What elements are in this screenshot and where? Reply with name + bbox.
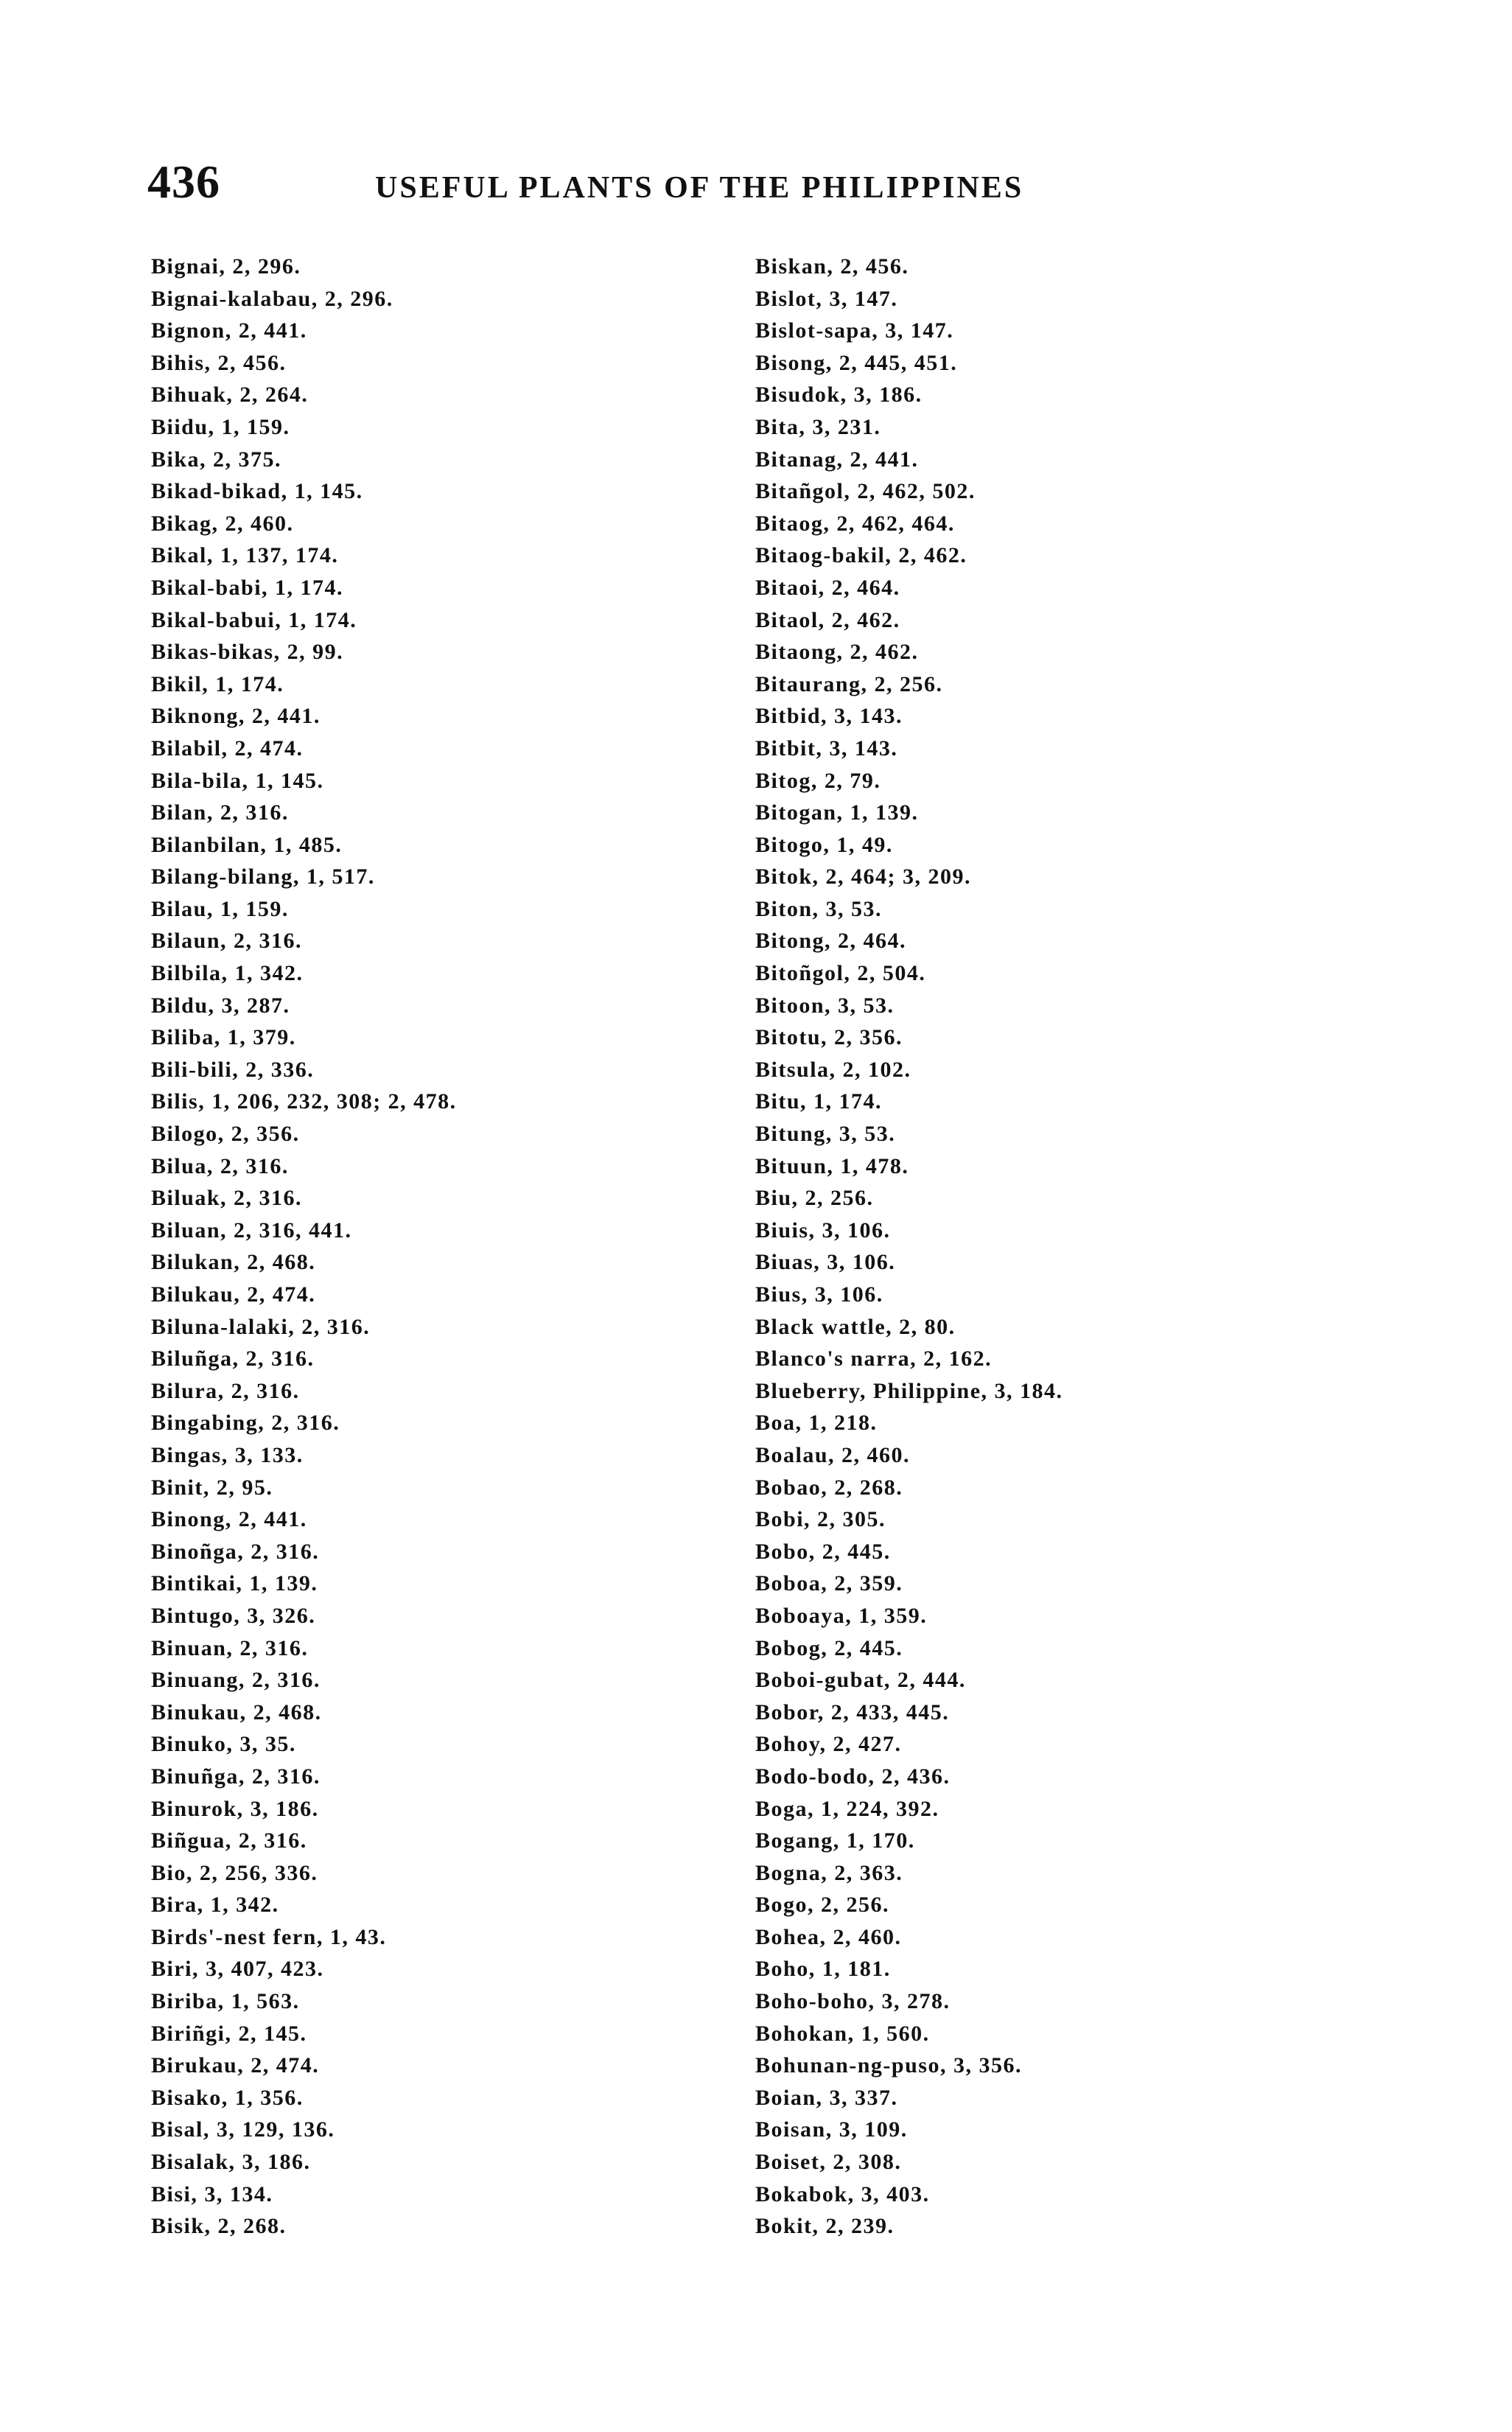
index-entry: Bingas, 3, 133. bbox=[151, 1442, 304, 1467]
index-entry: Blanco's narra, 2, 162. bbox=[755, 1346, 993, 1372]
index-entry: Bobi, 2, 305. bbox=[755, 1507, 886, 1532]
index-entry: Bokabok, 3, 403. bbox=[755, 2181, 930, 2206]
index-entry: Bignai-kalabau, 2, 296. bbox=[151, 286, 393, 311]
index-entry: Bikag, 2, 460. bbox=[151, 511, 294, 536]
index-column-right bbox=[755, 251, 1359, 2243]
index-entry: Bilanbilan, 1, 485. bbox=[151, 832, 343, 857]
index-entry: Bius, 3, 106. bbox=[755, 1282, 883, 1307]
index-entry: Boa, 1, 218. bbox=[755, 1411, 878, 1436]
index-entry: Binuko, 3, 35. bbox=[151, 1732, 296, 1757]
index-entry: Bikad-bikad, 1, 145. bbox=[151, 479, 363, 504]
index-entry: Bildu, 3, 287. bbox=[151, 993, 290, 1018]
index-entry: Bitoñgol, 2, 504. bbox=[755, 961, 926, 986]
index-entry: Bignai, 2, 296. bbox=[151, 254, 301, 279]
index-entry: Biliba, 1, 379. bbox=[151, 1025, 296, 1050]
index-entry: Black wattle, 2, 80. bbox=[755, 1314, 956, 1339]
index-entry: Boboi-gubat, 2, 444. bbox=[755, 1668, 966, 1693]
index-entry: Bogang, 1, 170. bbox=[755, 1828, 915, 1853]
index-entry: Bitu, 1, 174. bbox=[755, 1089, 883, 1114]
index-entry: Boga, 1, 224, 392. bbox=[755, 1796, 939, 1821]
index-entry: Bokit, 2, 239. bbox=[755, 2214, 895, 2239]
index-entry: Binuang, 2, 316. bbox=[151, 1668, 321, 1693]
index-entry: Biluñga, 2, 316. bbox=[151, 1346, 315, 1372]
index-entry: Birukau, 2, 474. bbox=[151, 2053, 320, 2078]
index-entry: Bitotu, 2, 356. bbox=[755, 1025, 903, 1050]
index-entry: Bitaong, 2, 462. bbox=[755, 640, 919, 665]
index-entry: Bitogan, 1, 139. bbox=[755, 800, 919, 825]
index-entry: Bikal, 1, 137, 174. bbox=[151, 543, 339, 568]
index-entry: Bio, 2, 256, 336. bbox=[151, 1860, 318, 1885]
index-column-left bbox=[151, 251, 741, 2243]
index-entry: Bilis, 1, 206, 232, 308; 2, 478. bbox=[151, 1089, 457, 1114]
index-entry: Bogna, 2, 363. bbox=[755, 1860, 903, 1885]
index-entry: Binurok, 3, 186. bbox=[151, 1796, 319, 1821]
index-entry: Bitoon, 3, 53. bbox=[755, 993, 895, 1018]
index-entry: Bilabil, 2, 474. bbox=[151, 735, 304, 761]
index-entry: Bislot, 3, 147. bbox=[755, 286, 898, 311]
index-entry: Bintugo, 3, 326. bbox=[151, 1603, 316, 1628]
index-entry: Biskan, 2, 456. bbox=[755, 254, 909, 279]
index-entry: Blueberry, Philippine, 3, 184. bbox=[755, 1378, 1063, 1403]
index-entry: Bita, 3, 231. bbox=[755, 414, 881, 439]
index-entry: Biknong, 2, 441. bbox=[151, 704, 321, 729]
index-entry: Bitañgol, 2, 462, 502. bbox=[755, 479, 976, 504]
index-entry: Bodo-bodo, 2, 436. bbox=[755, 1764, 951, 1789]
index-entry: Bilogo, 2, 356. bbox=[151, 1122, 300, 1147]
index-entry: Bitaol, 2, 462. bbox=[755, 607, 900, 632]
page-header bbox=[147, 155, 1076, 209]
index-entry: Bilau, 1, 159. bbox=[151, 896, 289, 921]
index-entry: Boho, 1, 181. bbox=[755, 1957, 891, 1982]
index-entry: Bikil, 1, 174. bbox=[151, 671, 284, 696]
index-entry: Bitung, 3, 53. bbox=[755, 1122, 896, 1147]
index-entry: Bitong, 2, 464. bbox=[755, 929, 907, 954]
page-number: 436 bbox=[147, 156, 220, 208]
index-entry: Bingabing, 2, 316. bbox=[151, 1411, 340, 1436]
index-entry: Bitog, 2, 79. bbox=[755, 768, 881, 793]
index-entry: Biluan, 2, 316, 441. bbox=[151, 1217, 352, 1243]
index-entry: Bobor, 2, 433, 445. bbox=[755, 1699, 950, 1725]
index-entry: Bili-bili, 2, 336. bbox=[151, 1057, 315, 1082]
index-entry: Bikal-babi, 1, 174. bbox=[151, 575, 344, 600]
index-entry: Biuas, 3, 106. bbox=[755, 1250, 896, 1275]
index-entry: Boisan, 3, 109. bbox=[755, 2117, 908, 2142]
index-entry: Binit, 2, 95. bbox=[151, 1475, 273, 1500]
index-entry: Bitaoi, 2, 464. bbox=[755, 575, 900, 600]
index-entry: Binong, 2, 441. bbox=[151, 1507, 307, 1532]
index-entry: Bila-bila, 1, 145. bbox=[151, 768, 324, 793]
index-entry: Binukau, 2, 468. bbox=[151, 1699, 322, 1725]
index-entry: Bohunan-ng-puso, 3, 356. bbox=[755, 2053, 1022, 2078]
index-entry: Bilang-bilang, 1, 517. bbox=[151, 864, 375, 890]
index-entry: Bisik, 2, 268. bbox=[151, 2214, 287, 2239]
index-entry: Bilan, 2, 316. bbox=[151, 800, 289, 825]
index-entry: Bitbid, 3, 143. bbox=[755, 704, 903, 729]
index-entry: Bilukan, 2, 468. bbox=[151, 1250, 316, 1275]
index-entry: Bitaog-bakil, 2, 462. bbox=[755, 543, 967, 568]
index-entry: Biri, 3, 407, 423. bbox=[151, 1957, 324, 1982]
index-entry: Bilua, 2, 316. bbox=[151, 1153, 289, 1178]
index-entry: Bisako, 1, 356. bbox=[151, 2085, 304, 2110]
index-entry: Bogo, 2, 256. bbox=[755, 1893, 890, 1918]
index-entry: Biñgua, 2, 316. bbox=[151, 1828, 307, 1853]
index-entry: Boboa, 2, 359. bbox=[755, 1571, 903, 1596]
index-entry: Boiset, 2, 308. bbox=[755, 2150, 902, 2175]
index-entry: Bitaurang, 2, 256. bbox=[755, 671, 943, 696]
index-entry: Bisi, 3, 134. bbox=[151, 2181, 273, 2206]
index-entry: Binoñga, 2, 316. bbox=[151, 1539, 320, 1564]
index-entry: Bintikai, 1, 139. bbox=[151, 1571, 318, 1596]
index-entry: Biuis, 3, 106. bbox=[755, 1217, 891, 1243]
index-entry: Bihuak, 2, 264. bbox=[151, 382, 309, 408]
index-entry: Bohea, 2, 460. bbox=[755, 1924, 902, 1949]
index-entry: Biluna-lalaki, 2, 316. bbox=[151, 1314, 371, 1339]
index-entry: Bobog, 2, 445. bbox=[755, 1635, 903, 1660]
index-entry: Bitogo, 1, 49. bbox=[755, 832, 893, 857]
index-entry: Bislot-sapa, 3, 147. bbox=[755, 318, 954, 343]
index-entry: Bitanag, 2, 441. bbox=[755, 447, 919, 472]
index-entry: Bisudok, 3, 186. bbox=[755, 382, 923, 408]
index-entry: Biu, 2, 256. bbox=[755, 1186, 874, 1211]
index-entry: Bobao, 2, 268. bbox=[755, 1475, 903, 1500]
index-entry: Biluak, 2, 316. bbox=[151, 1186, 303, 1211]
index-entry: Boian, 3, 337. bbox=[755, 2085, 898, 2110]
index-entry: Binuan, 2, 316. bbox=[151, 1635, 309, 1660]
index-entry: Biidu, 1, 159. bbox=[151, 414, 290, 439]
index-entry: Bilaun, 2, 316. bbox=[151, 929, 303, 954]
index-entry: Bitbit, 3, 143. bbox=[755, 735, 898, 761]
index-entry: Bisal, 3, 129, 136. bbox=[151, 2117, 335, 2142]
index-entry: Bisalak, 3, 186. bbox=[151, 2150, 311, 2175]
index-entry: Bohoy, 2, 427. bbox=[755, 1732, 902, 1757]
index-entry: Bira, 1, 342. bbox=[151, 1893, 279, 1918]
index-entry: Boboaya, 1, 359. bbox=[755, 1603, 928, 1628]
index-entry: Bikal-babui, 1, 174. bbox=[151, 607, 357, 632]
index-entry: Bohokan, 1, 560. bbox=[755, 2021, 930, 2046]
index-entry: Bitsula, 2, 102. bbox=[755, 1057, 911, 1082]
index-entry: Bikas-bikas, 2, 99. bbox=[151, 640, 344, 665]
index-entry: Bitaog, 2, 462, 464. bbox=[755, 511, 955, 536]
index-entry: Biriñgi, 2, 145. bbox=[151, 2021, 307, 2046]
index-entry: Bisong, 2, 445, 451. bbox=[755, 350, 958, 375]
index-entry: Biriba, 1, 563. bbox=[151, 1989, 300, 2014]
index-entry: Bitok, 2, 464; 3, 209. bbox=[755, 864, 972, 890]
index-entry: Bika, 2, 375. bbox=[151, 447, 282, 472]
index-entry: Bobo, 2, 445. bbox=[755, 1539, 891, 1564]
index-entry: Bihis, 2, 456. bbox=[151, 350, 287, 375]
index-entry: Boalau, 2, 460. bbox=[755, 1442, 911, 1467]
index-entry: Bilukau, 2, 474. bbox=[151, 1282, 316, 1307]
index-entry: Boho-boho, 3, 278. bbox=[755, 1989, 951, 2014]
running-title: USEFUL PLANTS OF THE PHILIPPINES bbox=[375, 171, 1024, 205]
index-entry: Binuñga, 2, 316. bbox=[151, 1764, 321, 1789]
index-entry: Biton, 3, 53. bbox=[755, 896, 883, 921]
index-entry: Bituun, 1, 478. bbox=[755, 1153, 909, 1178]
index-entry: Bignon, 2, 441. bbox=[151, 318, 307, 343]
index-entry: Bilbila, 1, 342. bbox=[151, 961, 304, 986]
index-entry: Birds'-nest fern, 1, 43. bbox=[151, 1924, 387, 1949]
index-entry: Bilura, 2, 316. bbox=[151, 1378, 300, 1403]
